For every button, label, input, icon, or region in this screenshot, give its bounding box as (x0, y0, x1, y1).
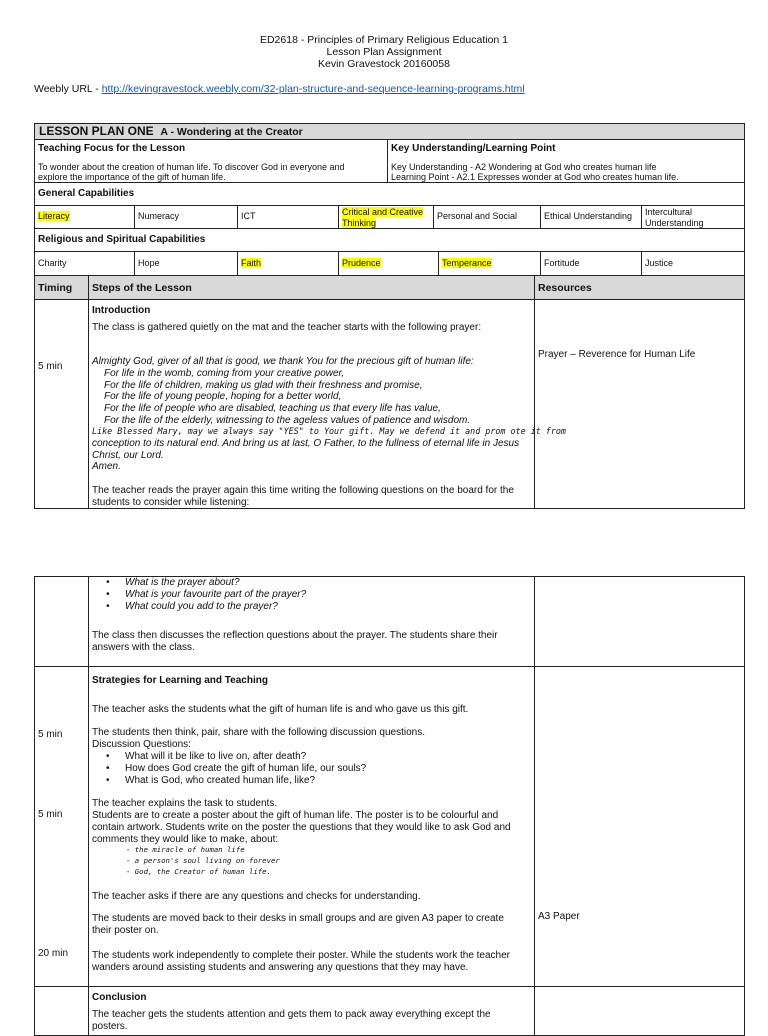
reflection-questions-list (92, 577, 306, 612)
conclusion-line1: The teacher gets the students attention and gets them to pack away everything except the (92, 1009, 491, 1020)
cap-numeracy: Numeracy (138, 211, 180, 221)
moved-line2: their poster on. (92, 925, 159, 936)
independent-line2: wanders around assisting students and answering any questions that they may have. (92, 962, 469, 973)
lesson-plan-subtitle: A - Wondering at the Creator (160, 126, 303, 138)
strategies-asks: The teacher asks the students what the gift of human life is and who gave us this gift. (92, 704, 469, 715)
general-capabilities-heading: General Capabilities (38, 188, 135, 199)
strategies-timing-3: 20 min (38, 948, 69, 959)
col-header-timing: Timing (38, 282, 73, 294)
lesson-plan-title-row (39, 124, 303, 140)
rel-temperance: Temperance (442, 258, 492, 268)
discussion-questions-list (92, 751, 366, 786)
poster-point: - a person's soul living on forever (126, 856, 280, 865)
task-line4: comments they would like to make, about: (92, 834, 279, 845)
cap-literacy: Literacy (38, 211, 70, 221)
key-understanding-line2: Learning Point - A2.1 Expresses wonder at God who creates human life. (391, 172, 679, 182)
strategies-heading: Strategies for Learning and Teaching (92, 675, 268, 686)
strategies-timing-1: 5 min (38, 729, 63, 740)
cap-critical-creative (342, 207, 423, 228)
col-header-resources: Resources (538, 282, 592, 294)
intro-after-line2: students to consider while listening: (92, 497, 250, 508)
rel-faith: Faith (241, 258, 262, 268)
discussion-questions-label: Discussion Questions: (92, 739, 191, 750)
cap-critical-line1: Critical and Creative (342, 207, 424, 217)
key-understanding-heading: Key Understanding/Learning Point (391, 143, 556, 154)
reflection-question: • What could you add to the prayer? (92, 601, 306, 613)
cap-critical-line2: Thinking (342, 217, 377, 228)
cap-intercultural (645, 207, 704, 228)
lesson-plan-title: LESSON PLAN ONE (39, 124, 154, 138)
strategies-timing-2: 5 min (38, 809, 63, 820)
cap-intercultural-line2: Understanding (645, 217, 704, 228)
prayer-line-8: conception to its natural end. And bring us at last, O Father, to the fullness of eternal life in Jesus (92, 438, 520, 449)
doc-title-assignment: Lesson Plan Assignment (326, 46, 442, 58)
prayer-line-1: Almighty God, giver of all that is good, we thank You for the precious gift of human life: (92, 356, 474, 367)
prayer-line-7: Like Blessed Mary, may we always say "YES" to Your gift. May we defend it and prom ote it from (92, 426, 566, 436)
cap-ethical: Ethical Understanding (544, 211, 633, 221)
reflection-question: • What is your favourite part of the prayer? (92, 589, 306, 601)
discussion-line2: answers with the class. (92, 642, 195, 653)
intro-after-line1: The teacher reads the prayer again this time writing the following questions on the board for the (92, 485, 514, 496)
weebly-url-line (34, 83, 525, 95)
reflection-question: • What is the prayer about? (92, 577, 306, 589)
rel-hope: Hope (138, 258, 160, 268)
col-header-steps: Steps of the Lesson (92, 282, 192, 294)
prayer-line-10: Amen. (92, 461, 121, 472)
poster-point: - God, the Creator of human life. (126, 867, 271, 876)
rel-fortitude: Fortitude (544, 258, 580, 268)
weebly-url-link[interactable]: http://kevingravestock.weebly.com/32-plan-structure-and-sequence-learning-programs.html (101, 83, 525, 95)
prayer-line-4: For the life of young people, hoping for a better world, (104, 391, 342, 402)
discussion-question: • What is God, who created human life, like? (92, 775, 366, 787)
discussion-line1: The class then discusses the reflection questions about the prayer. The students share their (92, 630, 498, 641)
task-line1: The teacher explains the task to students. (92, 798, 278, 809)
conclusion-heading: Conclusion (92, 992, 147, 1003)
intro-heading: Introduction (92, 305, 151, 316)
poster-point: - the miracle of human life (126, 845, 245, 854)
rel-justice: Justice (645, 258, 674, 268)
teaching-focus-heading: Teaching Focus for the Lesson (38, 143, 186, 154)
prayer-line-3: For the life of children, making us glad with their freshness and promise, (104, 380, 423, 391)
independent-line1: The students work independently to complete their poster. While the students work the teacher (92, 950, 511, 961)
intro-text: The class is gathered quietly on the mat and the teacher starts with the following prayer: (92, 322, 482, 333)
teaching-focus-line1: To wonder about the creation of human life. To discover God in everyone and (38, 162, 345, 172)
task-line2: Students are to create a poster about the gift of human life. The poster is to be colourful and (92, 810, 499, 821)
doc-title-author: Kevin Gravestock 20160058 (318, 58, 450, 70)
doc-title-course: ED2618 - Principles of Primary Religious Education 1 (259, 34, 509, 46)
checks-understanding: The teacher asks if there are any questions and checks for understanding. (92, 891, 421, 902)
conclusion-line2: posters. (92, 1021, 128, 1032)
cap-ict: ICT (241, 211, 256, 221)
moved-line1: The students are moved back to their desks in small groups and are given A3 paper to create (92, 913, 504, 924)
strategies-tps: The students then think, pair, share with the following discussion questions. (92, 727, 425, 738)
rel-prudence: Prudence (342, 258, 381, 268)
teaching-focus-line2: explore the importance of the gift of human life. (38, 172, 226, 182)
prayer-line-9: Christ, our Lord. (92, 450, 164, 461)
prayer-line-5: For the life of people who are disabled, teaching us that every life has value, (104, 403, 441, 414)
intro-resource: Prayer – Reverence for Human Life (538, 349, 696, 360)
task-line3: contain artwork. Students write on the poster the questions that they would like to ask God and (92, 822, 511, 833)
prayer-line-6: For the life of the elderly, witnessing to the ageless values of patience and wisdom. (104, 415, 471, 426)
rel-charity: Charity (38, 258, 67, 268)
religious-capabilities-heading: Religious and Spiritual Capabilities (38, 234, 206, 245)
strategies-resource: A3 Paper (538, 911, 580, 922)
discussion-question: • What will it be like to live on, after death? (92, 751, 366, 763)
cap-intercultural-line1: Intercultural (645, 207, 693, 217)
prayer-line-2: For life in the womb, coming from your creative power, (104, 368, 345, 379)
cap-personal-social: Personal and Social (437, 211, 518, 221)
key-understanding-line1: Key Understanding - A2 Wondering at God who creates human life (391, 162, 657, 172)
weebly-url-label: Weebly URL - (34, 83, 102, 95)
discussion-question: • How does God create the gift of human life, our souls? (92, 763, 366, 775)
intro-timing: 5 min (38, 361, 63, 372)
